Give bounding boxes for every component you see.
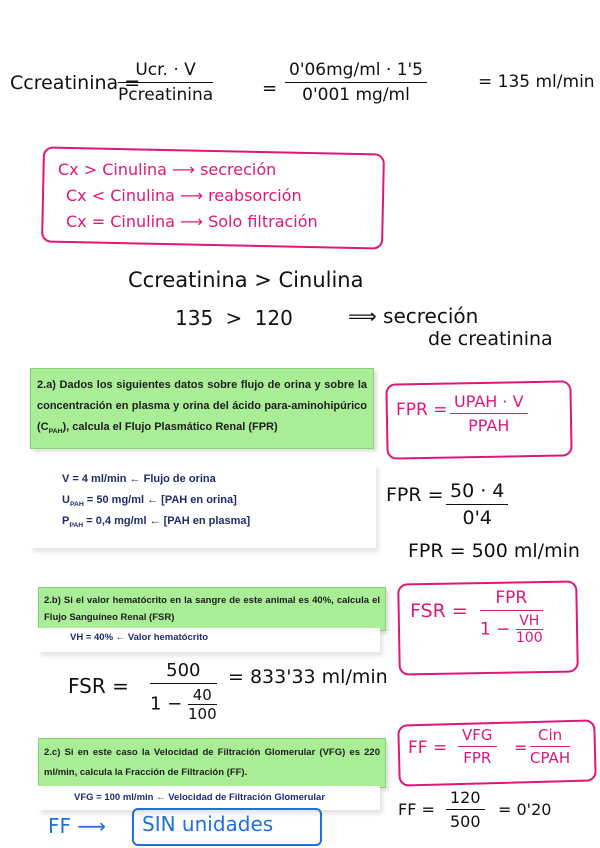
fpr-formula-fraction (450, 392, 528, 435)
secretion-conclusion: ⟹ secreción (348, 304, 479, 328)
ff-note-lhs: FF ⟶ (48, 814, 107, 838)
ff-formula-denominator-2: CPAH (530, 749, 571, 767)
no-units-label: SIN unidades (142, 812, 274, 836)
creat-result: = 135 ml/min (478, 72, 595, 92)
fsr-formula-denominator: 1 − $\frac{VH}{100}$ (480, 613, 543, 646)
fpr-calc-fraction (446, 480, 508, 529)
data-vfg: VFG = 100 ml/min ← Velocidad de Filtración Glomerular (74, 792, 326, 803)
secretion-conclusion-2: de creatinina (428, 328, 553, 350)
ff-result: = 0'20 (498, 800, 552, 819)
question-2a-text: 2.a) Dados los siguientes datos sobre flujo de orina y sobre la concentración en plasma y orina del ácido para-aminohipúrico (C (37, 379, 367, 433)
ff-calc-lhs: FF = (398, 800, 435, 819)
fsr-calc-numerator: 500 (150, 660, 217, 684)
rule-secretion: Cx > Cinulina ⟶ secreción (58, 160, 277, 179)
equals-sign: = (262, 78, 278, 99)
creat-values-fraction (285, 60, 427, 105)
fsr-result: = 833'33 ml/min (228, 666, 388, 688)
creat-values-denominator: 0'001 mg/ml (302, 85, 410, 105)
creat-formula-denominator: Pcreatinina (118, 85, 214, 105)
fsr-formula-numerator: FPR (480, 588, 543, 611)
creat-formula-fraction (118, 60, 213, 105)
fpr-calc-numerator: 50 · 4 (446, 480, 508, 505)
data-upah: $U_{PAH} = 50$ mg/ml ← [PAH en orina] (62, 494, 237, 509)
comparison-line: Ccreatinina > Cinulina (128, 268, 364, 292)
fsr-formula-fraction (480, 588, 543, 646)
ff-formula-fraction-2 (530, 726, 570, 767)
question-2a-sub: PAH (48, 428, 63, 436)
fsr-calc-fraction (150, 660, 217, 723)
fpr-formula-denominator: PPAH (468, 416, 510, 435)
fpr-calc-denominator: 0'4 (462, 507, 492, 529)
question-2b-box: 2.b) Si el valor hematócrito en la sangre de este animal es 40%, calcula el Flujo Sanguíneo Renal (FSR) (38, 587, 386, 631)
fsr-formula-lhs: FSR = (410, 600, 468, 622)
ff-calc-denominator: 500 (450, 812, 481, 831)
comparison-values: 135 > 120 (175, 306, 293, 330)
fpr-formula-lhs: FPR = (396, 400, 448, 420)
fsr-calc-lhs: FSR = (68, 674, 129, 698)
rule-filtration: Cx = Cinulina ⟶ Solo filtración (66, 212, 318, 231)
question-2a-box (30, 368, 374, 449)
ff-calc-numerator: 120 (446, 788, 485, 810)
ff-formula-eq: = (514, 738, 528, 757)
rule-reabsorption: Cx < Cinulina ⟶ reabsorción (66, 186, 302, 205)
ff-formula-denominator-1: FPR (463, 749, 492, 767)
creat-values-numerator: 0'06mg/ml · 1'5 (285, 60, 427, 83)
data-vh: VH = 40% ← Valor hematócrito (70, 632, 209, 643)
fsr-calc-denominator: 1 − $\frac{40}{100}$ (150, 686, 217, 723)
ff-formula-numerator-1: VFG (458, 726, 497, 747)
ff-formula-lhs: FF = (408, 738, 448, 758)
ff-formula-fraction-1 (458, 726, 497, 767)
fpr-formula-numerator: UPAH · V (450, 392, 528, 414)
question-2c-box: 2.c) Si en este caso la Velocidad de Filtración Glomerular (VFG) es 220 ml/min, calcula la Fracción de Filtración (FF). (38, 738, 386, 788)
ccreatinina-label: Ccreatinina = (10, 72, 141, 94)
creat-formula-numerator: Ucr. · V (118, 60, 213, 83)
ff-calc-fraction (446, 788, 485, 831)
question-2a-text-end: ), calcula el Flujo Plasmático Renal (FPR) (62, 421, 278, 433)
data-v: V = 4 ml/min ← Flujo de orina (62, 473, 216, 485)
fpr-calc-lhs: FPR = (386, 484, 444, 506)
data-ppah: $P_{PAH} = 0,4$ mg/ml ← [PAH en plasma] (62, 515, 251, 530)
ff-formula-numerator-2: Cin (530, 726, 570, 747)
fpr-result: FPR = 500 ml/min (408, 540, 580, 562)
